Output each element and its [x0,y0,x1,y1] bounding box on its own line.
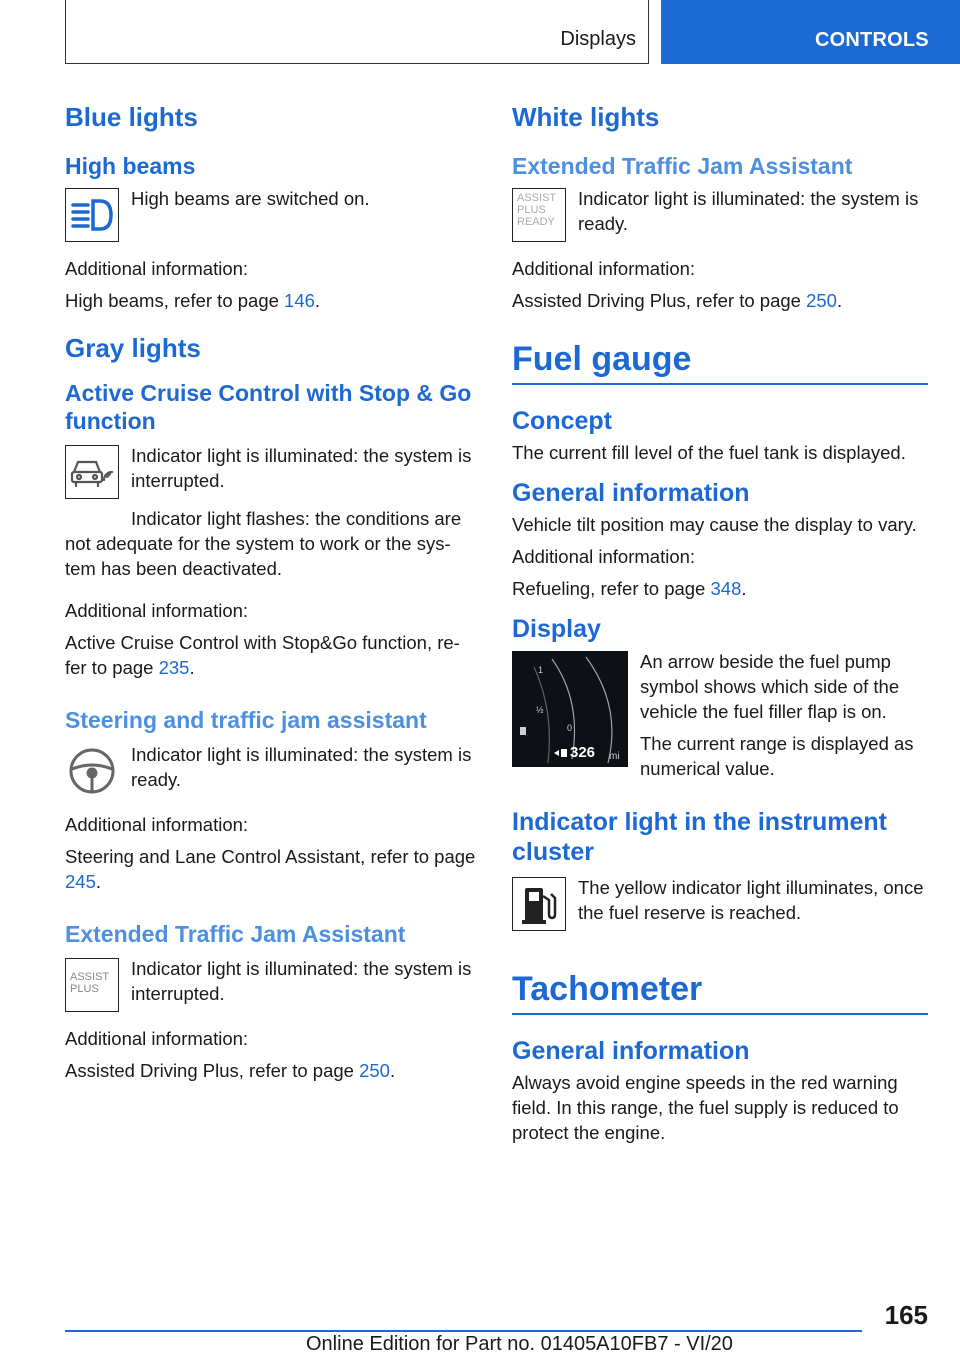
right-column [512,100,928,1145]
gauge-range-value: 326 [570,744,596,761]
steering-reference: Steering and Lane Control Assistant, refer to page 245. [65,846,476,892]
left-column [65,100,480,1083]
etja-block-left [65,956,480,1012]
section-rule [512,383,928,385]
steering-text: Indicator light is illuminated: the system is ready. [131,744,472,790]
page-link-250[interactable]: 250 [806,290,837,311]
acc-text-illuminated: Indicator light is illuminated: the system is interrupted. [131,445,472,491]
section-rule [512,1013,928,1015]
etja-heading-right: Extended Traffic Jam Assistant [512,153,853,179]
blue-lights-heading: Blue lights [65,102,198,132]
header-section-tab [65,0,649,64]
display-text-arrow: An arrow beside the fuel pump symbol shows which side of the vehicle the fuel filler flap is on. [640,651,900,722]
high-beams-text: High beams are switched on. [131,188,370,209]
high-beams-block [65,186,480,242]
high-beams-heading: High beams [65,153,196,179]
indicator-light-text: The yellow indicator light illuminates, once the fuel reserve is reached. [578,877,924,923]
display-text-range: The current range is displayed as numerical value. [640,733,914,779]
additional-info-label: Additional information: [512,546,696,567]
general-info-text: Vehicle tilt position may cause the display to vary. [512,514,917,535]
additional-info-label: Additional information: [65,600,249,621]
fuel-gauge-display [512,651,628,767]
page-link-250[interactable]: 250 [359,1060,390,1081]
cruise-control-icon [65,445,119,499]
general-info-heading: General information [512,479,750,507]
header-chapter-tab [661,0,960,64]
additional-info-label: Additional information: [512,258,696,279]
assist-plus-icon: ASSIST PLUS [65,958,119,1012]
concept-heading: Concept [512,407,612,435]
steering-assistant-heading: Steering and traffic jam assistant [65,707,427,733]
display-block [512,649,928,781]
etja-text-ready: Indicator light is illuminated: the system is ready. [578,188,919,234]
gauge-mark-full: 1 [538,665,544,675]
acc-heading: Active Cruise Control with Stop & Go function [65,380,472,434]
etja-reference-left: Assisted Driving Plus, refer to page 250. [65,1060,396,1081]
footer-edition: Online Edition for Part no. 01405A10FB7 - VI/20 [306,1333,733,1355]
additional-info-label: Additional information: [65,258,249,279]
footer-rule [65,1330,862,1332]
white-lights-heading: White lights [512,102,660,132]
gauge-mark-half: ½ [536,705,544,715]
etja-heading-left: Extended Traffic Jam Assistant [65,921,406,947]
indicator-light-heading: Indicator light in the instrument cluster [512,808,887,866]
page-link-235[interactable]: 235 [158,657,190,678]
assist-plus-ready-icon: ASSIST PLUS READY [512,188,566,242]
gray-lights-heading: Gray lights [65,333,201,363]
etja-text-interrupted: Indicator light is illuminated: the system is interrupted. [131,958,472,1004]
page-link-146[interactable]: 146 [284,290,315,311]
indicator-block [512,875,928,931]
gauge-mark-empty: 0 [567,723,573,733]
tach-general-text: Always avoid engine speeds in the red warning field. In this range, the fuel supply is reduced to protect the engine. [512,1072,899,1143]
header-chapter-label: CONTROLS [815,29,929,51]
fuel-gauge-heading: Fuel gauge [512,340,692,378]
fuel-pump-icon [512,877,566,931]
acc-text-flashes: Indicator light flashes: the conditions are not adequate for the system to work or the sys-tem has been deactivated. [65,508,462,579]
additional-info-label: Additional information: [65,814,249,835]
gauge-range-unit: mi [609,751,620,762]
page-number: 165 [884,1300,928,1330]
high-beam-icon [65,188,119,242]
tach-general-heading: General information [512,1037,750,1065]
acc-block [65,443,480,499]
page-link-245[interactable]: 245 [65,871,96,892]
tachometer-heading: Tachometer [512,970,703,1008]
display-heading: Display [512,615,601,643]
high-beams-reference: High beams, refer to page 146. [65,290,321,311]
concept-text: The current fill level of the fuel tank is displayed. [512,442,906,463]
refueling-reference: Refueling, refer to page 348. [512,578,747,599]
additional-info-label: Additional information: [65,1028,249,1049]
steering-wheel-icon [65,744,119,798]
steering-block [65,742,480,798]
header-section-label: Displays [560,28,636,50]
etja-block-right [512,186,928,242]
etja-reference-right: Assisted Driving Plus, refer to page 250. [512,290,843,311]
page-link-348[interactable]: 348 [710,578,742,599]
acc-reference: Active Cruise Control with Stop&Go function, re-fer to page 235. [65,632,460,678]
